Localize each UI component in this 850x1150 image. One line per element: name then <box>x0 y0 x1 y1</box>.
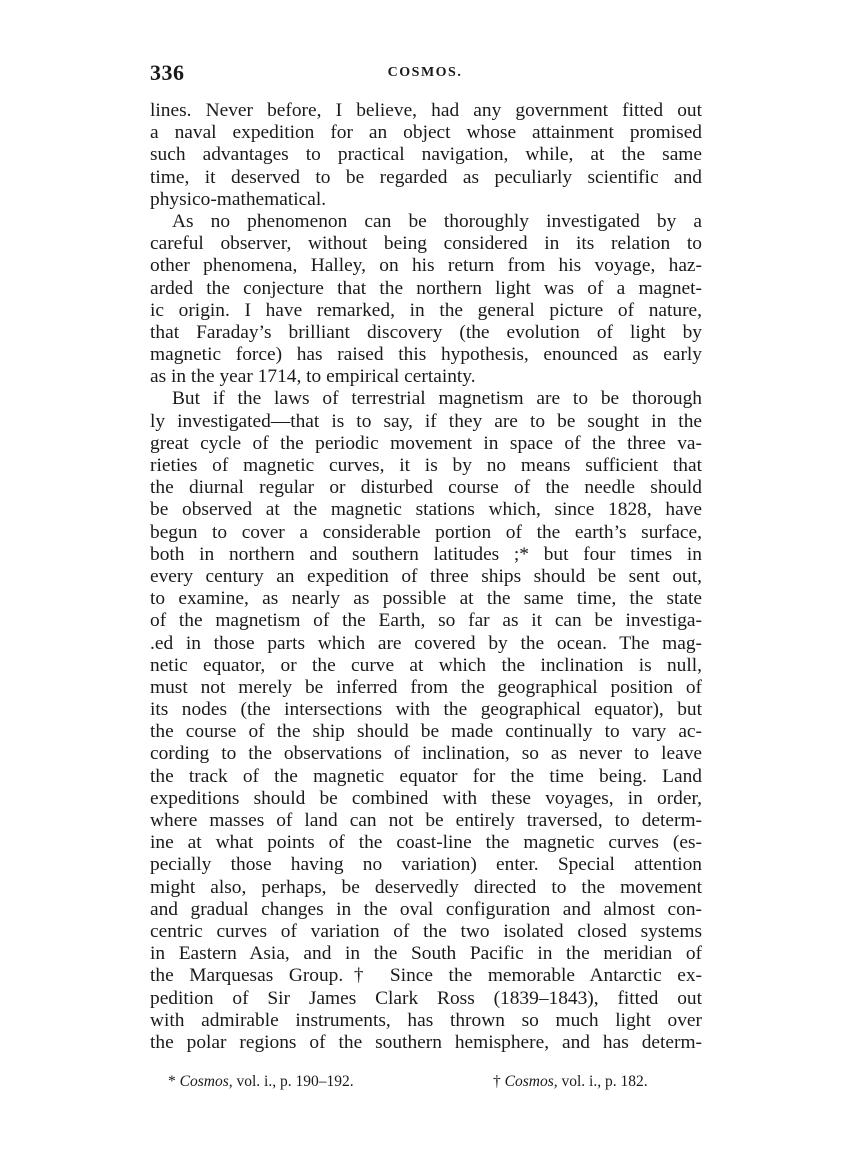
text-line: ic origin. I have remarked, in the general picture of nature, <box>150 299 702 321</box>
text-line: where masses of land can not be entirely traversed, to determ- <box>150 810 702 831</box>
footnote-reference: vol. i., p. 190–192. <box>236 1073 354 1090</box>
text-line: both in northern and southern latitudes ;* but four times in <box>150 543 702 565</box>
text-line: the course of the ship should be made continually to vary ac- <box>150 721 702 743</box>
text-line: with admirable instruments, has thrown so much light over <box>150 1009 702 1031</box>
text-line: ly investigated—that is to say, if they are to be sought in the <box>150 410 702 432</box>
text-line: every century an expedition of three ships should be sent out, <box>150 565 702 587</box>
text-line: pedition of Sir James Clark Ross (1839–1843), fitted out <box>150 987 702 1009</box>
footnote-1 <box>168 1073 354 1091</box>
footnote-marker: † <box>493 1073 501 1090</box>
text-line: ine at what points of the coast-line the magnetic curves (es- <box>150 832 702 854</box>
running-head: COSMOS. <box>387 65 463 80</box>
text-line: expeditions should be combined with these voyages, in order, <box>150 787 702 809</box>
text-line: lines. Never before, I believe, had any government fitted out <box>150 100 702 121</box>
text-line: pecially those having no variation) enter. Special attention <box>150 854 702 876</box>
footnote-work-title: Cosmos, <box>179 1073 233 1090</box>
text-line: arded the conjecture that the northern light was of a magnet- <box>150 277 702 299</box>
text-line: other phenomena, Halley, on his return from his voyage, haz- <box>150 255 702 277</box>
text-line: as in the year 1714, to empirical certainty. <box>150 366 476 388</box>
text-line: begun to cover a considerable portion of the earth’s surface, <box>150 521 702 543</box>
text-line: of the magnetism of the Earth, so far as it can be investiga- <box>150 610 702 632</box>
text-line: and gradual changes in the oval configuration and almost con- <box>150 898 702 920</box>
text-line: physico-mathematical. <box>150 188 327 210</box>
text-line: the polar regions of the southern hemisphere, and has determ- <box>150 1031 702 1053</box>
text-line: But if the laws of terrestrial magnetism are to be thorough <box>172 388 702 410</box>
text-line: netic equator, or the curve at which the inclination is null, <box>150 654 702 676</box>
text-line: its nodes (the intersections with the geographical equator), but <box>150 699 702 721</box>
text-line: a naval expedition for an object whose attainment promised <box>150 122 702 144</box>
page-number: 336 <box>150 60 185 85</box>
text-line: centric curves of variation of the two isolated closed systems <box>150 920 702 942</box>
footnote-marker: * <box>168 1073 176 1090</box>
text-line: be observed at the magnetic stations which, since 1828, have <box>150 499 702 521</box>
page-header <box>150 60 700 90</box>
footnote-2 <box>493 1073 648 1091</box>
text-line: .ed in those parts which are covered by the ocean. The mag- <box>150 632 702 654</box>
footnotes <box>168 1073 700 1093</box>
text-line: might also, perhaps, be deservedly directed to the movement <box>150 876 702 898</box>
text-line: in Eastern Asia, and in the South Pacific in the meridian of <box>150 943 702 965</box>
text-line: that Faraday’s brilliant discovery (the evolution of light by <box>150 321 702 343</box>
text-line: must not merely be inferred from the geographical position of <box>150 676 702 698</box>
text-line: the track of the magnetic equator for the time being. Land <box>150 765 702 787</box>
text-line: great cycle of the periodic movement in space of the three va- <box>150 432 702 454</box>
text-line: the diurnal regular or disturbed course of the needle should <box>150 477 702 499</box>
text-line: careful observer, without being considered in its relation to <box>150 233 702 255</box>
footnote-reference: vol. i., p. 182. <box>561 1073 648 1090</box>
footnote-work-title: Cosmos, <box>504 1073 558 1090</box>
text-line: rieties of magnetic curves, it is by no means sufficient that <box>150 455 702 476</box>
text-line: cording to the observations of inclination, so as never to leave <box>150 743 702 765</box>
text-line: the Marquesas Group.† Since the memorable Antarctic ex- <box>150 965 702 987</box>
text-line: time, it deserved to be regarded as peculiarly scientific and <box>150 166 702 188</box>
text-line: magnetic force) has raised this hypothesis, enounced as early <box>150 344 702 366</box>
text-line: to examine, as nearly as possible at the same time, the state <box>150 588 702 610</box>
body-text <box>150 100 702 1054</box>
text-line: As no phenomenon can be thoroughly investigated by a <box>172 210 702 232</box>
text-line: such advantages to practical navigation, while, at the same <box>150 144 702 166</box>
